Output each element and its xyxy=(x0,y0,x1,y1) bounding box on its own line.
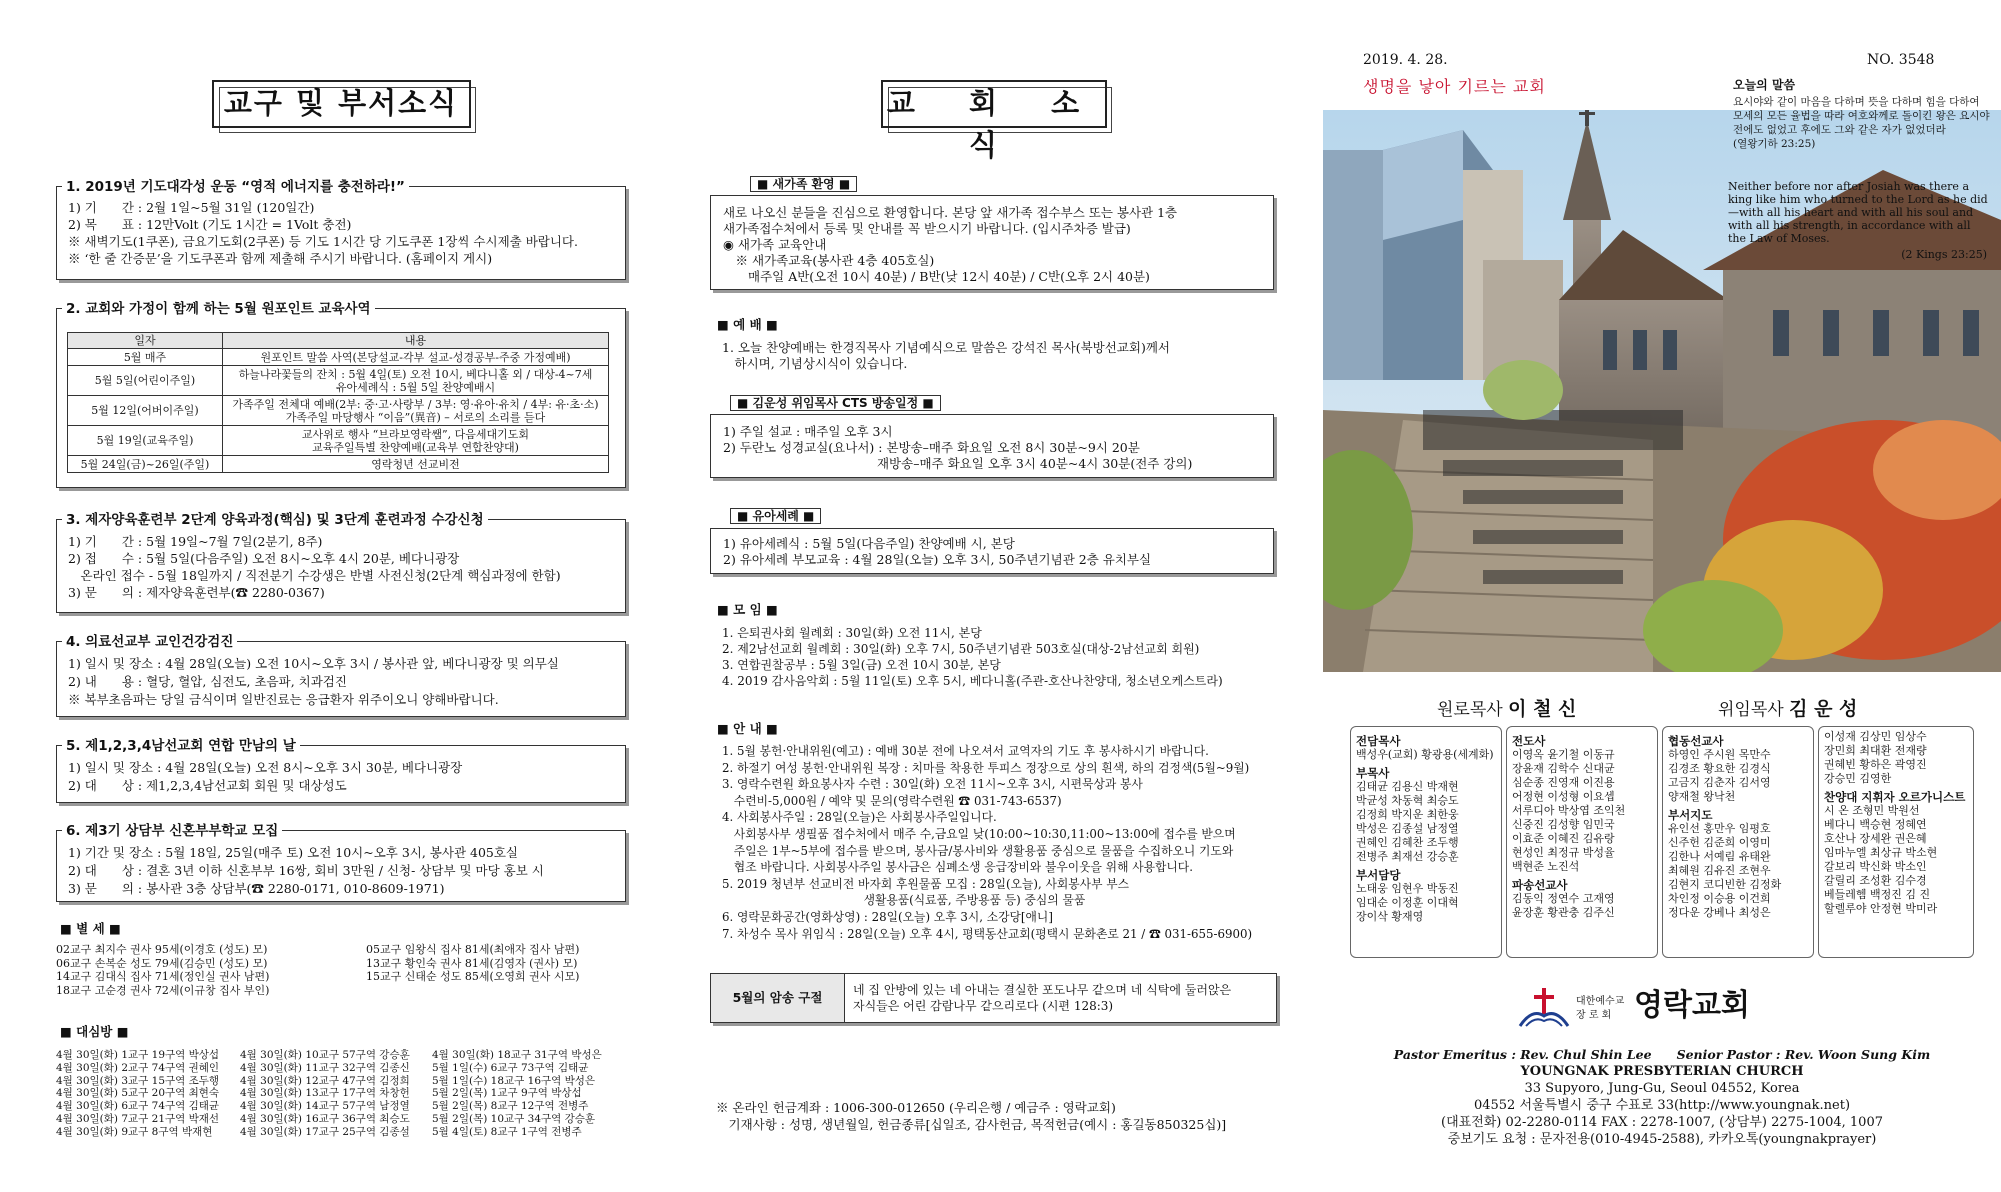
cover-panel xyxy=(1323,0,2001,672)
english-church-name: YOUNGNAK PRESBYTERIAN CHURCH xyxy=(1520,1064,1804,1079)
section-3-line: 1) 기 간 : 5월 19일~7월 7일(2분기, 8주) xyxy=(68,534,323,549)
visitation-item: 4월 30일(화) 13교구 17구역 차창헌 xyxy=(240,1087,410,1100)
notice-line: 3. 영락수련원 화요봉사자 수련 : 30일(화) 오전 11시~오후 3시, 시편묵상과 봉사 xyxy=(722,777,1143,792)
baptism-title: ■ 유아세례 ■ xyxy=(730,508,821,524)
visitation-item: 4월 30일(화) 6교구 74구역 김태균 xyxy=(56,1100,220,1113)
visitation-item: 4월 30일(화) 11교구 32구역 김종신 xyxy=(240,1061,410,1074)
baptism-line: 2) 유아세례 부모교육 : 4월 28일(오늘) 오후 3시, 50주년기념관 2층 유치부실 xyxy=(723,552,1152,567)
roster-names: 이효준 이혜진 김유랑 xyxy=(1512,832,1615,845)
obituary-item: 13교구 황인숙 권사 81세(김영자 (권사) 모) xyxy=(366,956,578,970)
memory-verse-label: 5월의 암송 구절 xyxy=(711,974,845,1022)
notice-line: 7. 차성수 목사 위임식 : 28일(오늘) 오후 4시, 평택동산교회(평택시 문화촌로 21 / ☎ 031-655-6900) xyxy=(722,926,1253,941)
roster-group-title: 전도사 xyxy=(1512,734,1546,748)
notice-line: 협조 바랍니다. 사회봉사주일 봉사금은 심폐소생 응급장비와 불우이웃을 위해 사용합니다. xyxy=(722,860,1193,875)
senior-pastor-name: 김 운 성 xyxy=(1789,698,1858,720)
verse-english-reference: (2 Kings 23:25) xyxy=(1901,248,1987,261)
obituary-title: ■ 별 세 ■ xyxy=(60,921,121,936)
roster-column xyxy=(1662,726,1814,958)
worship-line: 하시며, 기념상시식이 있습니다. xyxy=(722,356,908,371)
section-1-line: ※ ‘한 줄 간증문’을 기도쿠폰과 함께 제출해 주시기 바랍니다. (홈페이지 게시) xyxy=(68,251,493,266)
table-header-date: 일자 xyxy=(68,333,223,349)
visitation-item: 4월 30일(화) 9교구 8구역 박재현 xyxy=(56,1125,213,1138)
visitation-item: 4월 30일(화) 1교구 19구역 박상섭 xyxy=(56,1049,220,1061)
telephone-info: (대표전화) 02-2280-0114 FAX : 2278-1007, (상담부) 2275-1004, 1007 xyxy=(1441,1115,1883,1130)
schedule-content: 가족주일 전체대 예배(2부: 중·고·사랑부 / 3부: 영·유아·유치 / 4부: 유·초·소) 가족주일 마당행사 “이음”(異音) – 서로의 소리를 듣다 xyxy=(223,396,609,426)
memory-verse-text xyxy=(853,982,1231,1014)
roster-names: 김정희 박지운 최한웅 xyxy=(1356,808,1459,821)
visitation-column-2 xyxy=(240,1049,410,1139)
roster-names: 이영옥 윤기철 이동규 xyxy=(1512,748,1615,761)
schedule-date: 5월 5일(어린이주일) xyxy=(68,366,223,396)
church-slogan: 생명을 낳아 기르는 교회 xyxy=(1363,77,1546,96)
cts-line: 1) 주일 설교 : 매주일 오후 3시 xyxy=(723,424,893,439)
roster-names: 신중진 김성향 임민국 xyxy=(1512,818,1615,831)
page-title-department-news: 교구 및 부서소식 xyxy=(212,80,471,128)
welcome-title: ■ 새가족 환영 ■ xyxy=(750,176,857,192)
roster-names: 장윤재 김학수 신대균 xyxy=(1512,762,1615,775)
roster-names: 할렐루야 안정현 박미라 xyxy=(1824,902,1938,915)
verse-english: Neither before nor after Josiah was there a king like him who turned to the Lord as he did—with all his heart and with all his soul and with all his strength, in accordance with all the Law of Moses. xyxy=(1728,180,1988,245)
welcome-line: ◉ 새가족 교육안내 xyxy=(723,237,827,252)
verse-korean: 요시야와 같이 마음을 다하며 뜻을 다하며 힘을 다하여 모세의 모든 율법을 따라 여호와께로 돌이킨 왕은 요시야 전에도 없었고 후에도 그와 같은 자가 없었더라 (열왕기하 23:25) xyxy=(1733,96,1990,150)
roster-names: 차인정 이승용 이건희 xyxy=(1668,892,1771,905)
schedule-date: 5월 매주 xyxy=(68,349,223,366)
obituary-item: 02교구 최지수 권사 95세(이경호 (성도) 모) xyxy=(56,943,268,956)
meeting-line: 4. 2019 감사음악회 : 5월 11일(토) 오후 5시, 베다니홀(주관-호산나찬양대, 청소년오케스트라) xyxy=(722,674,1223,688)
roster-names: 권혜인 김혜찬 조두행 xyxy=(1356,836,1459,849)
section-1-title: 1. 2019년 기도대각성 운동 “영적 에너지를 충전하라!” xyxy=(62,179,409,195)
notice-line: 4. 사회봉사주일 : 28일(오늘)은 사회봉사주일입니다. xyxy=(722,810,997,825)
schedule-date: 5월 19일(교육주일) xyxy=(68,426,223,456)
obituary-item: 06교구 손복순 성도 79세(김승민 (성도) 모) xyxy=(56,956,268,970)
roster-names: 권혜빈 황하은 곽영진 xyxy=(1824,758,1927,771)
section-4-line: 2) 내 용 : 혈당, 혈압, 심전도, 초음파, 치과검진 xyxy=(68,674,347,689)
visitation-title: ■ 대심방 ■ xyxy=(60,1024,129,1039)
welcome-line: 새로 나오신 분들을 진심으로 환영합니다. 본당 앞 새가족 접수부스 또는 봉사관 1층 xyxy=(723,205,1178,220)
denomination-label-1: 대한예수교 xyxy=(1576,996,1625,1007)
roster-names: 김동익 정연수 고재영 xyxy=(1512,892,1615,905)
schedule-content: 영락청년 선교비전 xyxy=(223,456,609,473)
welcome-line: 매주일 A반(오전 10시 40분) / B반(낮 12시 40분) / C반(오후 2시 40분) xyxy=(723,269,1150,284)
notice-line: 생활용품(식료품, 주방용품 등) 중심의 물품 xyxy=(722,893,1086,908)
senior-pastor-label: 위임목사 xyxy=(1718,700,1784,720)
korean-address: 04552 서울특별시 중구 수표로 33(http://www.youngnak.net) xyxy=(1473,1098,1851,1113)
notice-title: ■ 안 내 ■ xyxy=(717,721,778,736)
obituary-item: 05교구 임왕식 집사 81세(최애자 집사 남편) xyxy=(366,943,580,956)
denomination-label-2: 장 로 회 xyxy=(1576,1010,1612,1021)
roster-names: 유인선 홍만우 임평호 xyxy=(1668,822,1771,835)
table-row xyxy=(68,426,609,456)
roster-names: 신주헌 김준희 이영미 xyxy=(1668,836,1771,849)
roster-names: 심순종 진영재 이진용 xyxy=(1512,776,1615,789)
obituary-list-left xyxy=(56,943,269,997)
english-address: 33 Supyoro, Jung-Gu, Seoul 04552, Korea xyxy=(1524,1081,1800,1096)
church-name-logo: 영락교회 xyxy=(1634,988,1750,1023)
section-3-line: 3) 문 의 : 제자양육훈련부(☎ 2280-0367) xyxy=(68,585,325,600)
visitation-item: 4월 30일(화) 18교구 31구역 박성은 xyxy=(432,1049,602,1061)
section-1-line: 2) 목 표 : 12만Volt (기도 1시간 = 1Volt 충전) xyxy=(68,217,352,232)
worship-title: ■ 예 배 ■ xyxy=(717,317,778,332)
roster-names: 고금지 김춘자 김서영 xyxy=(1668,776,1771,789)
pastor-emeritus-name: 이 철 신 xyxy=(1508,698,1577,720)
table-header-content: 내용 xyxy=(223,333,609,349)
visitation-item: 4월 30일(화) 12교구 47구역 김정희 xyxy=(240,1074,410,1087)
welcome-line: ※ 새가족교육(봉사관 4층 405호실) xyxy=(723,253,935,268)
visitation-item: 5월 2일(목) 8교구 12구역 전병주 xyxy=(432,1100,589,1113)
section-3-title: 3. 제자양육훈련부 2단계 양육과정(핵심) 및 3단계 훈련과정 수강신청 xyxy=(62,512,488,528)
section-3-line: 2) 접 수 : 5월 5일(다음주일) 오전 8시~오후 4시 20분, 베다니광장 xyxy=(68,551,460,566)
roster-group-title: 부목사 xyxy=(1356,766,1390,780)
roster-group-title: 찬양대 지휘자 오르가니스트 xyxy=(1824,790,1966,804)
roster-names: 박성은 김종설 남정열 xyxy=(1356,822,1459,835)
welcome-line: 새가족접수처에서 등록 및 안내를 꼭 받으시기 바랍니다. (입시주차증 발급) xyxy=(723,221,1131,236)
verse-title: 오늘의 말씀 xyxy=(1733,78,1796,92)
roster-names: 베들레헴 백정진 김 진 xyxy=(1824,888,1931,901)
section-1-line: ※ 새벽기도(1쿠폰), 금요기도회(2쿠폰) 등 기도 1시간 당 기도쿠폰 1장씩 수시제출 바랍니다. xyxy=(68,234,578,249)
meeting-line: 1. 은퇴권사회 월례회 : 30일(화) 오전 11시, 본당 xyxy=(722,626,982,640)
english-pastors-line: Pastor Emeritus : Rev. Chul Shin Lee Senior Pastor : Rev. Woon Sung Kim xyxy=(1393,1047,1931,1062)
roster-names: 백성우(교회) 황광용(세계화) xyxy=(1356,748,1494,761)
meeting-line: 2. 제2남선교회 월례회 : 30일(화) 오후 7시, 50주년기념관 503호실(대상-2남선교회 회원) xyxy=(722,642,1200,656)
roster-names: 갈릴리 조성환 김수경 xyxy=(1824,874,1927,887)
notice-line: 5. 2019 청년부 선교비전 바자회 후원물품 모집 : 28일(오늘), 사회봉사부 부스 xyxy=(722,876,1130,891)
schedule-date: 5월 12일(어버이주일) xyxy=(68,396,223,426)
obituary-item: 14교구 김대식 집사 71세(정인실 권사 남편) xyxy=(56,970,270,983)
schedule-content: 원포인트 말씀 사역(본당설교-각부 설교-성경공부-주중 가정예배) xyxy=(223,349,609,366)
roster-names: 윤장훈 황관충 김주신 xyxy=(1512,906,1615,919)
offering-line: 기재사항 : 성명, 생년월일, 헌금종류[십일조, 감사헌금, 목적헌금(예시 : 홍길동850325십)] xyxy=(716,1117,1227,1132)
visitation-column-1 xyxy=(56,1049,219,1139)
roster-names: 어정현 이성형 이요셉 xyxy=(1512,790,1615,803)
roster-names: 최혜원 김유진 조현우 xyxy=(1668,864,1771,877)
roster-group-title: 부서담당 xyxy=(1356,868,1401,882)
baptism-box xyxy=(710,528,1274,574)
page-title-church-news: 교 회 소 식 xyxy=(881,80,1107,128)
section-6-line: 3) 문 의 : 봉사관 3층 상담부(☎ 2280-0171, 010-8609-1971) xyxy=(68,881,445,896)
roster-names: 갈보리 박신화 박소인 xyxy=(1824,860,1927,873)
roster-names: 시 온 조형민 박원선 xyxy=(1824,804,1920,817)
roster-names: 백현준 노진석 xyxy=(1512,860,1580,873)
roster-names: 노태웅 임현우 박동진 xyxy=(1356,882,1459,895)
section-6-line: 2) 대 상 : 결혼 3년 이하 신혼부부 16쌍, 회비 3만원 / 신청- 상담부 및 마당 홍보 시 xyxy=(68,863,544,878)
section-6-line: 1) 기간 및 장소 : 5월 18일, 25일(매주 토) 오전 10시~오후 3시, 봉사관 405호실 xyxy=(68,845,519,860)
pastor-emeritus-label: 원로목사 xyxy=(1437,700,1503,720)
notice-line: 1. 5월 봉헌·안내위원(예고) : 예배 30분 전에 나오셔서 교역자의 기도 후 봉사하시기 바랍니다. xyxy=(722,744,1209,758)
education-schedule-table xyxy=(67,332,609,473)
visitation-item: 5월 1일(수) 6교구 73구역 김태균 xyxy=(432,1061,589,1074)
notice-line: 2. 하절기 여성 봉헌·안내위원 복장 : 치마를 착용한 투피스 정장으로 상의 흰색, 하의 검정색(5월~9월) xyxy=(722,760,1250,775)
visitation-item: 5월 2일(목) 10교구 34구역 강승훈 xyxy=(432,1112,596,1125)
visitation-item: 5월 2일(목) 1교구 9구역 박상섭 xyxy=(432,1087,582,1100)
roster-names: 정다운 강베나 최성은 xyxy=(1668,906,1771,919)
section-5-line: 2) 대 상 : 제1,2,3,4남선교회 회원 및 대상성도 xyxy=(68,778,347,793)
roster-names: 김현지 코디빈한 김정화 xyxy=(1668,878,1782,891)
roster-column xyxy=(1818,726,1974,958)
visitation-item: 5월 4일(토) 8교구 1구역 전병주 xyxy=(432,1125,582,1138)
bulletin-number: NO. 3548 xyxy=(1867,52,1935,68)
roster-column xyxy=(1506,726,1658,958)
visitation-item: 5월 1일(수) 18교구 16구역 박성은 xyxy=(432,1074,596,1087)
memory-verse-line: 자식들은 어린 감람나무 같으리로다 (시편 128:3) xyxy=(853,999,1114,1013)
section-2-table-wrap xyxy=(56,308,624,486)
offering-line: ※ 온라인 헌금계좌 : 1006-300-012650 (우리은행 / 예금주 : 영락교회) xyxy=(716,1100,1116,1115)
table-row xyxy=(68,366,609,396)
roster-group-title: 부서지도 xyxy=(1668,808,1713,822)
section-2-title: 2. 교회와 가정이 함께 하는 5월 원포인트 교육사역 xyxy=(62,301,375,317)
section-5-line: 1) 일시 및 장소 : 4월 28일(오늘) 오전 8시~오후 3시 30분, 베다니광장 xyxy=(68,760,463,775)
worship-line: 1. 오늘 찬양예배는 한경직목사 기념예식으로 말씀은 강석진 목사(북방선교회)께서 xyxy=(722,340,1170,355)
roster-names: 베다니 백승현 정혜연 xyxy=(1824,818,1927,831)
memory-verse-line: 네 집 안방에 있는 네 아내는 결실한 포도나무 같으며 네 식탁에 둘러앉은 xyxy=(853,983,1232,997)
visitation-item: 4월 30일(화) 5교구 20구역 최현숙 xyxy=(56,1087,220,1100)
roster-names: 임대순 이정훈 이대혁 xyxy=(1356,896,1459,909)
cts-title: ■ 김운성 위임목사 CTS 방송일정 ■ xyxy=(730,395,941,411)
roster-names: 김태균 김용신 박재현 xyxy=(1356,780,1459,793)
schedule-content: 하늘나라꽃들의 잔치 : 5월 4일(토) 오전 10시, 베다니홀 외 / 대상-4~7세 유아세례식 : 5월 5일 찬양예배시 xyxy=(223,366,609,396)
cts-line: 2) 두란노 성경교실(요나서) : 본방송–매주 화요일 오전 8시 30분~9시 20분 xyxy=(723,440,1140,455)
roster-names: 김한나 서예림 유태완 xyxy=(1668,850,1771,863)
visitation-item: 4월 30일(화) 7교구 21구역 박재선 xyxy=(56,1112,220,1125)
memory-verse-box xyxy=(710,973,1277,1023)
bulletin-date: 2019. 4. 28. xyxy=(1363,52,1448,68)
roster-names: 하영인 주시원 목만수 xyxy=(1668,748,1771,761)
meeting-line: 3. 연합권찰공부 : 5월 3일(금) 오전 10시 30분, 본당 xyxy=(722,658,1001,672)
schedule-date: 5월 24일(금)~26일(주일) xyxy=(68,456,223,473)
cts-line: 재방송–매주 화요일 오후 3시 40분~4시 30분(전주 강의) xyxy=(723,456,1193,471)
roster-group-title: 협동선교사 xyxy=(1668,734,1724,748)
obituary-list-right xyxy=(366,943,579,984)
visitation-column-3 xyxy=(432,1049,602,1139)
roster-names: 이성재 김상민 임상수 xyxy=(1824,730,1927,743)
roster-names: 장이삭 황재영 xyxy=(1356,910,1424,923)
schedule-content: 교사위로 행사 “브라보영락쌤”, 다음세대기도회 교육주일특별 찬양예배(교육부 연합찬양대) xyxy=(223,426,609,456)
church-logo-icon xyxy=(1518,986,1570,1028)
section-1-line: 1) 기 간 : 2월 1일~5월 31일 (120일간) xyxy=(68,200,315,215)
visitation-item: 4월 30일(화) 2교구 74구역 권혜인 xyxy=(56,1061,220,1074)
table-row xyxy=(68,456,609,473)
section-4-line: ※ 복부초음파는 당일 금식이며 일반진료는 응급환자 위주이오니 양해바랍니다. xyxy=(68,692,499,707)
section-4-title: 4. 의료선교부 교인건강검진 xyxy=(62,634,237,650)
roster-names: 전병주 최재선 강승훈 xyxy=(1356,850,1459,863)
roster-names: 서루디아 박상엽 조익천 xyxy=(1512,804,1626,817)
roster-names: 김경조 황요한 김경식 xyxy=(1668,762,1771,775)
roster-names: 양재철 왕낙천 xyxy=(1668,790,1736,803)
roster-names: 장민희 최대환 전재량 xyxy=(1824,744,1927,757)
baptism-line: 1) 유아세례식 : 5월 5일(다음주일) 찬양예배 시, 본당 xyxy=(723,536,1015,551)
roster-names: 현성인 최정규 박성율 xyxy=(1512,846,1615,859)
roster-names: 박균성 차동혁 최승도 xyxy=(1356,794,1459,807)
section-4-line: 1) 일시 및 장소 : 4월 28일(오늘) 오전 10시~오후 3시 / 봉사관 앞, 베다니광장 및 의무실 xyxy=(68,656,559,671)
roster-group-title: 파송선교사 xyxy=(1512,878,1568,892)
notice-line: 사회봉사부 생필품 접수처에서 매주 수,금요일 낮(10:00~10:30,11:00~13:00에 접수를 받으며 xyxy=(722,827,1236,841)
visitation-item: 4월 30일(화) 3교구 15구역 조두행 xyxy=(56,1074,220,1087)
staff-roster xyxy=(1350,726,1974,958)
section-5-title: 5. 제1,2,3,4남선교회 연합 만남의 날 xyxy=(62,738,300,754)
roster-names: 호산나 장세완 권은혜 xyxy=(1824,832,1927,845)
table-row xyxy=(68,349,609,366)
notice-line: 주일은 1부~5부에 접수를 받으며, 봉사금/봉사비와 생활용품 중심으로 물품을 수집하오니 기도와 xyxy=(722,843,1234,858)
visitation-item: 4월 30일(화) 14교구 57구역 남정열 xyxy=(240,1100,410,1113)
section-3-line: 온라인 접수 - 5월 18일까지 / 직전분기 수강생은 반별 사전신청(2단계 핵심과정에 한함) xyxy=(68,568,561,583)
prayer-request-info: 중보기도 요청 : 문자전용(010-4945-2588), 카카오톡(youngnakprayer) xyxy=(1447,1132,1877,1147)
visitation-item: 4월 30일(화) 16교구 36구역 최승도 xyxy=(240,1112,410,1125)
section-6-title: 6. 제3기 상담부 신혼부부학교 모집 xyxy=(62,823,282,839)
notice-line: 수련비-5,000원 / 예약 및 문의(영락수련원 ☎ 031-743-6537) xyxy=(722,793,1062,808)
roster-names: 임마누엘 최상규 박소현 xyxy=(1824,846,1938,859)
roster-group-title: 전담목사 xyxy=(1356,734,1401,748)
roster-column xyxy=(1350,726,1502,958)
roster-names: 강승민 김영한 xyxy=(1824,772,1892,785)
visitation-item: 4월 30일(화) 17교구 25구역 김종설 xyxy=(240,1125,410,1138)
visitation-item: 4월 30일(화) 10교구 57구역 강승훈 xyxy=(240,1049,410,1061)
senior-pastor xyxy=(1718,694,1857,721)
notice-line: 6. 영락문화공간(영화상영) : 28일(오늘) 오후 3시, 소강당[애니] xyxy=(722,910,1053,924)
obituary-item: 18교구 고순경 권사 72세(이규창 집사 부인) xyxy=(56,983,270,997)
obituary-item: 15교구 신태순 성도 85세(오영희 권사 시모) xyxy=(366,970,580,983)
table-row xyxy=(68,396,609,426)
meeting-title: ■ 모 임 ■ xyxy=(717,602,778,617)
pastor-emeritus xyxy=(1437,694,1576,721)
